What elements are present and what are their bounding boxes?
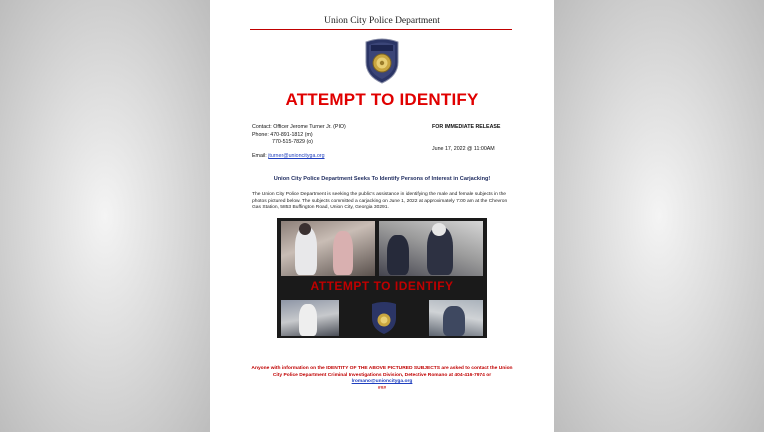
contact-email-row	[252, 153, 346, 161]
background-left	[0, 0, 210, 432]
footer-email-link[interactable]: lromano@unioncityga.org	[351, 379, 413, 385]
suspect-photo-1	[281, 221, 375, 276]
subheadline: Union City Police Department Seeks To Identify Persons of Interest in Carjacking!	[273, 176, 491, 182]
press-release-page	[210, 0, 554, 432]
background-right	[554, 0, 764, 432]
contact-phone-mobile: Phone: 470-891-1812 (m)	[252, 131, 313, 138]
body-paragraph: The Union City Police Department is seeking the public's assistance in identifying the male and female subjects in the photos pictured below. The subjects committed a carjacking on June 1, 2022 at approximately 7:00 am at the Chevron Gas Station, 5853 Buffington Road, Union City, Georgia 30291.	[252, 192, 508, 211]
contact-name: Contact: Officer Jerome Turner Jr. (PIO)	[252, 124, 346, 130]
release-date: June 17, 2022 @ 11:00AM	[432, 146, 495, 152]
footer-text: Anyone with information on the IDENTITY OF THE ABOVE PICTURED SUBJECTS are asked to contact the Union City Police Department Criminal Investigations Division, Detective Romano at 404-416-7974 or	[251, 366, 513, 378]
footer-notice	[250, 366, 514, 392]
header-divider	[250, 29, 512, 30]
suspect-photo-4	[429, 300, 483, 336]
release-label: FOR IMMEDIATE RELEASE	[432, 124, 501, 130]
police-badge-icon	[353, 300, 415, 336]
contact-email-label: Email:	[252, 152, 267, 159]
contact-block	[252, 124, 346, 160]
department-header: Union City Police Department	[324, 16, 440, 26]
suspect-photo-2	[379, 221, 483, 276]
page-headline: ATTEMPT TO IDENTIFY	[285, 90, 479, 109]
footer-end-mark: ###	[377, 385, 387, 391]
police-badge-icon	[362, 36, 402, 84]
suspect-photo-collage	[277, 218, 487, 338]
contact-phone-office: 770-515-7829 (o)	[272, 139, 313, 146]
contact-email-link[interactable]: jturner@unioncityga.org	[268, 152, 325, 159]
photo-overlay-label: ATTEMPT TO IDENTIFY	[310, 279, 454, 293]
suspect-photo-3	[281, 300, 339, 336]
